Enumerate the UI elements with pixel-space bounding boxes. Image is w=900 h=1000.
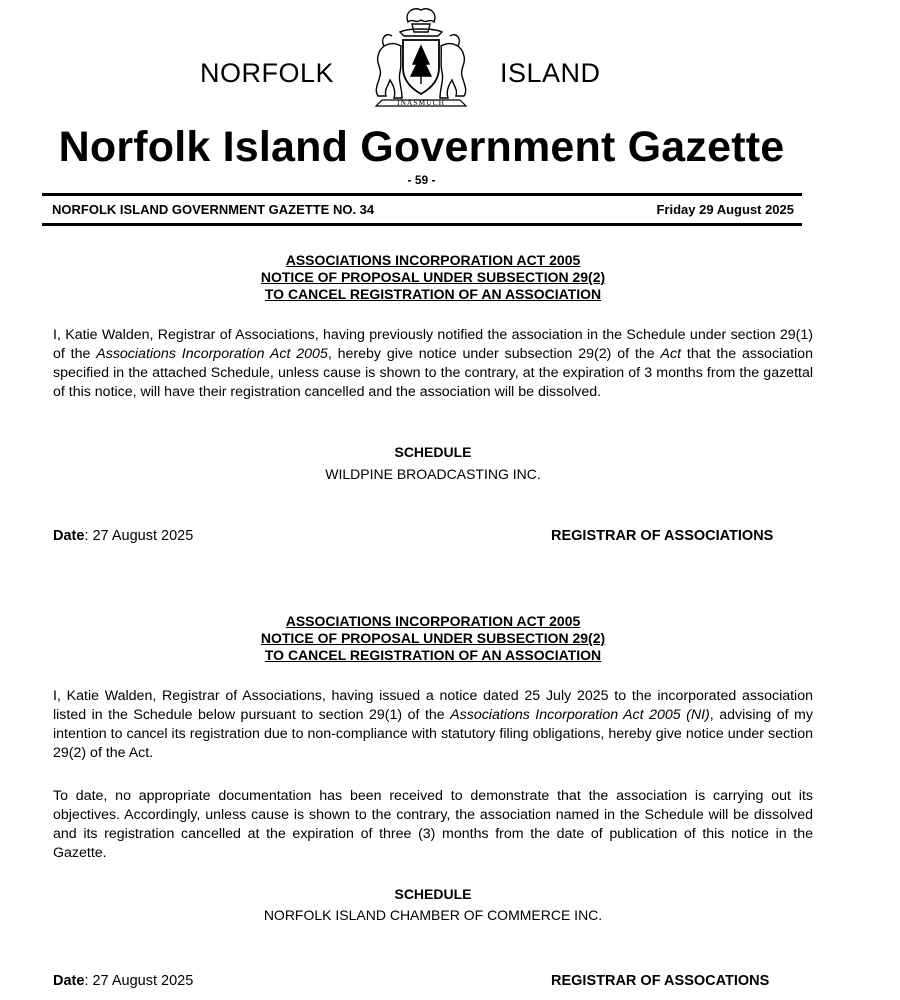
notice1-date-label: Date <box>53 528 85 544</box>
notice2-body-1 <box>53 687 813 763</box>
notice2-heading <box>0 613 866 664</box>
notice2-heading-line1: ASSOCIATIONS INCORPORATION ACT 2005 <box>285 613 581 629</box>
notice1-body-text: I, Katie Walden, Registrar of Associations, having previously notified the association in the Schedule under section 29(1) of the <box>53 327 813 362</box>
gazette-number: NORFOLK ISLAND GOVERNMENT GAZETTE NO. 34 <box>52 202 375 217</box>
notice2-date <box>53 973 193 989</box>
notice2-date-label: Date <box>53 973 85 989</box>
notice1-signatory: REGISTRAR OF ASSOCIATIONS <box>551 528 774 544</box>
notice2-act-name: Associations Incorporation Act 2005 (NI) <box>450 707 710 723</box>
crest-motto: INASMUCH <box>396 98 446 107</box>
notice1-act-word: Act <box>660 346 682 362</box>
coat-of-arms-icon <box>356 2 486 114</box>
header-rule-top <box>42 193 802 196</box>
notice2-schedule-title: SCHEDULE <box>394 886 472 902</box>
issue-bar <box>52 202 794 217</box>
notice2-body-text: I, Katie Walden, Registrar of Associations, having issued a notice dated 25 July 2025 to the incorporated association listed in the Schedule below pursuant to section 29(1) of the <box>53 688 813 723</box>
notice2-body-2: To date, no appropriate documentation has been received to demonstrate that the association is carrying out its objectives. Accordingly, unless cause is shown to the contrary, the association named in the Schedule will be dissolved and its registration cancelled at the expiration of three (3) months from the date of publication of this notice in the Gazette. <box>53 788 813 861</box>
notice1-heading <box>0 252 866 303</box>
notice2-schedule-item: NORFOLK ISLAND CHAMBER OF COMMERCE INC. <box>263 907 603 923</box>
notice1-heading-line3: TO CANCEL REGISTRATION OF AN ASSOCIATION <box>264 286 602 302</box>
gazette-title: Norfolk Island Government Gazette <box>58 123 785 171</box>
masthead-right-word: ISLAND <box>500 58 601 88</box>
notice1-schedule-title: SCHEDULE <box>394 444 472 460</box>
notice1-heading-line1: ASSOCIATIONS INCORPORATION ACT 2005 <box>285 252 581 268</box>
notice1-act-name: Associations Incorporation Act 2005 <box>96 346 328 362</box>
notice2-date-value: : 27 August 2025 <box>84 973 194 989</box>
notice2-heading-line2: NOTICE OF PROPOSAL UNDER SUBSECTION 29(2) <box>260 630 606 646</box>
notice2-heading-line3: TO CANCEL REGISTRATION OF AN ASSOCIATION <box>264 647 602 663</box>
header-rule-bottom <box>42 223 802 226</box>
notice1-body-text: that the association specified in the attached Schedule, unless cause is shown to the contrary, at the expiration of 3 months from the gazettal of this notice, will have their registration cancelled and the association will be dissolved. <box>53 346 813 400</box>
notice2-signatory: REGISTRAR OF ASSOCATIONS <box>551 973 770 989</box>
notice1-body <box>53 326 813 402</box>
notice2-body-text: , advising of my intention to cancel its registration due to non-compliance with statutory filing obligations, hereby give notice under section 29(2) of the Act. <box>53 707 813 761</box>
page-number: - 59 - <box>407 173 436 187</box>
notice1-schedule-item: WILDPINE BROADCASTING INC. <box>325 466 541 482</box>
issue-date: Friday 29 August 2025 <box>656 202 794 217</box>
notice1-date <box>53 528 193 544</box>
masthead-left-word: NORFOLK <box>200 58 335 88</box>
notice1-heading-line2: NOTICE OF PROPOSAL UNDER SUBSECTION 29(2) <box>260 269 606 285</box>
notice1-body-text: , hereby give notice under subsection 29(2) of the <box>327 346 661 362</box>
notice1-date-value: : 27 August 2025 <box>84 528 194 544</box>
